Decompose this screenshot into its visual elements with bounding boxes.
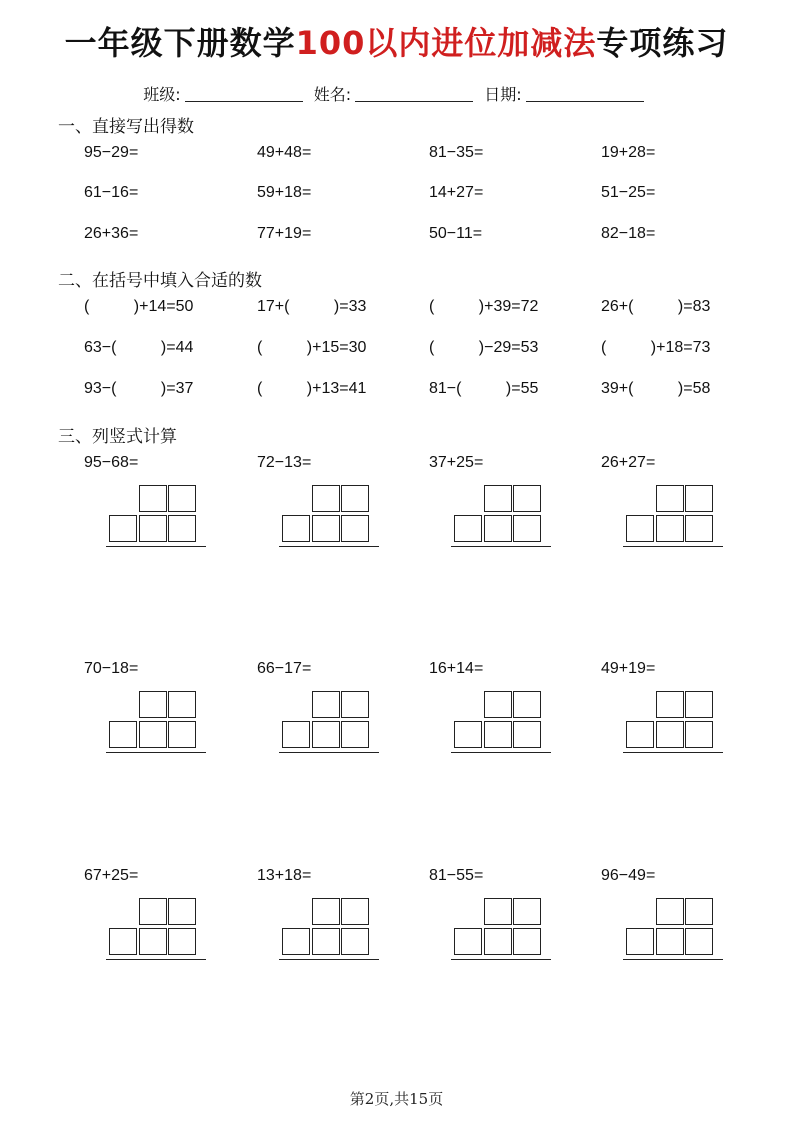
problem: 61−16=: [84, 184, 139, 201]
student-info-line: [0, 82, 793, 105]
sum-line: [279, 752, 379, 753]
answer-digit-box[interactable]: [168, 721, 196, 748]
answer-digit-box[interactable]: [513, 691, 541, 718]
vertical-calc-problem: [257, 454, 397, 574]
answer-digit-box[interactable]: [341, 485, 369, 512]
answer-digit-box[interactable]: [109, 515, 137, 542]
answer-digit-box[interactable]: [513, 721, 541, 748]
class-label: 班级:: [143, 85, 181, 104]
problem: 51−25=: [601, 184, 656, 201]
problem: 26+36=: [84, 225, 139, 242]
sum-line: [106, 752, 206, 753]
problem-expression: 95−68=: [84, 454, 139, 471]
sum-line: [279, 546, 379, 547]
answer-digit-box[interactable]: [168, 691, 196, 718]
fill-blank-problem: 26+( )=83: [601, 298, 711, 315]
problem: 77+19=: [257, 225, 312, 242]
answer-digit-box[interactable]: [454, 721, 482, 748]
vertical-calc-problem: [601, 660, 741, 780]
answer-digit-box[interactable]: [139, 721, 167, 748]
section-3-title: 三、列竖式计算: [58, 427, 177, 447]
sum-line: [623, 752, 723, 753]
problem: 82−18=: [601, 225, 656, 242]
answer-digit-box[interactable]: [656, 691, 684, 718]
answer-digit-box[interactable]: [626, 515, 654, 542]
fill-blank-problem: 63−( )=44: [84, 339, 194, 356]
answer-digit-box[interactable]: [168, 515, 196, 542]
section-2-title: 二、在括号中填入合适的数: [58, 271, 262, 291]
fill-blank-problem: 93−( )=37: [84, 380, 194, 397]
answer-digit-box[interactable]: [656, 928, 684, 955]
answer-digit-box[interactable]: [685, 928, 713, 955]
problem-expression: 67+25=: [84, 867, 139, 884]
answer-digit-box[interactable]: [312, 515, 340, 542]
sum-line: [451, 546, 551, 547]
answer-digit-box[interactable]: [312, 721, 340, 748]
date-label: 日期:: [484, 85, 522, 104]
answer-digit-box[interactable]: [484, 721, 512, 748]
answer-digit-box[interactable]: [341, 515, 369, 542]
sum-line: [106, 959, 206, 960]
problem-expression: 13+18=: [257, 867, 312, 884]
answer-digit-box[interactable]: [484, 898, 512, 925]
vertical-calc-problem: [84, 867, 224, 987]
answer-digit-box[interactable]: [312, 898, 340, 925]
vertical-calc-problem: [601, 867, 741, 987]
problem: 49+48=: [257, 144, 312, 161]
vertical-calc-problem: [601, 454, 741, 574]
answer-digit-box[interactable]: [454, 928, 482, 955]
answer-digit-box[interactable]: [685, 485, 713, 512]
vertical-calc-problem: [429, 454, 569, 574]
problem-expression: 26+27=: [601, 454, 656, 471]
answer-digit-box[interactable]: [513, 485, 541, 512]
answer-digit-box[interactable]: [341, 721, 369, 748]
sum-line: [623, 546, 723, 547]
problem: 19+28=: [601, 144, 656, 161]
problem: 59+18=: [257, 184, 312, 201]
answer-digit-box[interactable]: [312, 485, 340, 512]
answer-digit-box[interactable]: [656, 898, 684, 925]
problem-expression: 72−13=: [257, 454, 312, 471]
problem: 14+27=: [429, 184, 484, 201]
answer-digit-box[interactable]: [282, 721, 310, 748]
section-1-row: [0, 144, 793, 168]
vertical-calc-problem: [257, 867, 397, 987]
answer-digit-box[interactable]: [139, 928, 167, 955]
answer-digit-box[interactable]: [656, 485, 684, 512]
answer-digit-box[interactable]: [168, 485, 196, 512]
answer-digit-box[interactable]: [109, 721, 137, 748]
problem-expression: 49+19=: [601, 660, 656, 677]
fill-blank-problem: ( )+13=41: [257, 380, 367, 397]
answer-digit-box[interactable]: [513, 928, 541, 955]
date-blank[interactable]: [526, 88, 644, 102]
answer-digit-box[interactable]: [312, 928, 340, 955]
answer-digit-box[interactable]: [685, 721, 713, 748]
page-footer: 第2页,共15页: [349, 1090, 444, 1108]
answer-digit-box[interactable]: [282, 928, 310, 955]
title-part-3: 专项练习: [596, 24, 729, 62]
answer-digit-box[interactable]: [484, 515, 512, 542]
problem-expression: 81−55=: [429, 867, 484, 884]
fill-blank-problem: 17+( )=33: [257, 298, 367, 315]
section-1-title: 一、直接写出得数: [58, 117, 194, 137]
fill-blank-problem: ( )+14=50: [84, 298, 194, 315]
answer-digit-box[interactable]: [656, 721, 684, 748]
name-blank[interactable]: [355, 88, 473, 102]
vertical-calc-problem: [84, 454, 224, 574]
fill-blank-problem: ( )−29=53: [429, 339, 539, 356]
answer-digit-box[interactable]: [685, 691, 713, 718]
section-1-row: [0, 225, 793, 249]
answer-digit-box[interactable]: [626, 721, 654, 748]
vertical-calc-problem: [257, 660, 397, 780]
answer-digit-box[interactable]: [484, 928, 512, 955]
name-label: 姓名:: [313, 85, 352, 104]
answer-digit-box[interactable]: [341, 691, 369, 718]
section-2-row: [0, 380, 793, 404]
answer-digit-box[interactable]: [513, 515, 541, 542]
class-blank[interactable]: [185, 88, 303, 102]
problem-expression: 37+25=: [429, 454, 484, 471]
fill-blank-problem: 39+( )=58: [601, 380, 711, 397]
problem: 95−29=: [84, 144, 139, 161]
answer-digit-box[interactable]: [139, 515, 167, 542]
fill-blank-problem: 81−( )=55: [429, 380, 539, 397]
vertical-calc-problem: [429, 660, 569, 780]
answer-digit-box[interactable]: [168, 928, 196, 955]
answer-digit-box[interactable]: [282, 515, 310, 542]
problem-expression: 96−49=: [601, 867, 656, 884]
problem-expression: 66−17=: [257, 660, 312, 677]
answer-digit-box[interactable]: [484, 691, 512, 718]
answer-digit-box[interactable]: [109, 928, 137, 955]
sum-line: [106, 546, 206, 547]
answer-digit-box[interactable]: [685, 898, 713, 925]
sum-line: [623, 959, 723, 960]
answer-digit-box[interactable]: [454, 515, 482, 542]
answer-digit-box[interactable]: [341, 928, 369, 955]
vertical-calc-problem: [429, 867, 569, 987]
problem-expression: 16+14=: [429, 660, 484, 677]
answer-digit-box[interactable]: [685, 515, 713, 542]
answer-digit-box[interactable]: [139, 898, 167, 925]
sum-line: [451, 752, 551, 753]
answer-digit-box[interactable]: [626, 928, 654, 955]
sum-line: [279, 959, 379, 960]
title-part-2: 100以内进位加减法: [295, 24, 597, 62]
fill-blank-problem: ( )+18=73: [601, 339, 711, 356]
section-2-row: [0, 298, 793, 322]
answer-digit-box[interactable]: [513, 898, 541, 925]
fill-blank-problem: ( )+15=30: [257, 339, 367, 356]
answer-digit-box[interactable]: [656, 515, 684, 542]
page-title: [0, 18, 793, 64]
answer-digit-box[interactable]: [139, 691, 167, 718]
answer-digit-box[interactable]: [484, 485, 512, 512]
fill-blank-problem: ( )+39=72: [429, 298, 539, 315]
title-part-1: 一年级下册数学: [64, 24, 296, 62]
section-2-row: [0, 339, 793, 363]
problem: 81−35=: [429, 144, 484, 161]
problem: 50−11=: [429, 225, 483, 242]
vertical-calc-problem: [84, 660, 224, 780]
section-1-row: [0, 184, 793, 208]
sum-line: [451, 959, 551, 960]
answer-digit-box[interactable]: [139, 485, 167, 512]
answer-digit-box[interactable]: [312, 691, 340, 718]
problem-expression: 70−18=: [84, 660, 139, 677]
answer-digit-box[interactable]: [341, 898, 369, 925]
answer-digit-box[interactable]: [168, 898, 196, 925]
